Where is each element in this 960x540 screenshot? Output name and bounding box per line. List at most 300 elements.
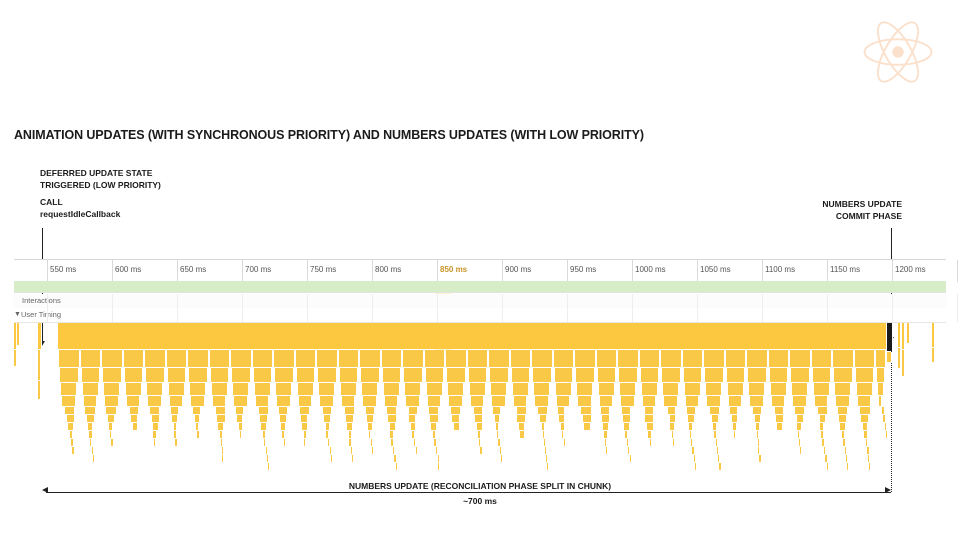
flame-bar[interactable]	[131, 415, 138, 422]
flame-bar[interactable]	[575, 350, 596, 367]
flame-bar[interactable]	[661, 350, 682, 367]
flame-bar[interactable]	[88, 423, 94, 430]
flame-bar[interactable]	[704, 350, 725, 367]
flame-bar[interactable]	[231, 350, 252, 367]
flame-bar[interactable]	[732, 415, 738, 422]
flame-bar[interactable]	[703, 323, 726, 349]
flame-bar[interactable]	[409, 407, 418, 414]
flame-bar[interactable]	[845, 447, 847, 454]
flame-bar[interactable]	[795, 407, 805, 414]
flame-bar[interactable]	[428, 396, 442, 406]
flame-bar[interactable]	[687, 407, 696, 414]
flame-bar[interactable]	[296, 350, 317, 367]
flame-bar[interactable]	[188, 350, 209, 367]
flame-bar[interactable]	[104, 383, 120, 395]
flame-bar[interactable]	[168, 368, 187, 382]
flame-bar[interactable]	[211, 368, 230, 382]
flame-bar[interactable]	[599, 383, 615, 395]
flame-bar[interactable]	[622, 407, 631, 414]
flame-bar[interactable]	[362, 383, 378, 395]
flame-bar[interactable]	[372, 447, 374, 454]
flame-bar[interactable]	[396, 463, 398, 470]
flame-bar[interactable]	[284, 439, 286, 446]
flame-bar[interactable]	[82, 368, 101, 382]
flame-bar[interactable]	[260, 415, 268, 422]
flame-bar[interactable]	[133, 423, 138, 430]
flame-bar[interactable]	[727, 368, 746, 382]
flame-bar[interactable]	[38, 323, 42, 349]
flame-bar[interactable]	[682, 323, 705, 349]
flame-bar[interactable]	[716, 439, 718, 446]
flame-bar[interactable]	[495, 415, 501, 422]
flame-bar[interactable]	[932, 323, 935, 347]
flame-bar[interactable]	[342, 396, 356, 406]
flame-bar[interactable]	[110, 431, 113, 438]
flame-bar[interactable]	[825, 455, 827, 462]
flame-bar[interactable]	[747, 350, 768, 367]
flame-bar[interactable]	[280, 415, 287, 422]
flame-bar[interactable]	[390, 423, 396, 430]
flame-bar[interactable]	[519, 423, 526, 430]
flame-bar[interactable]	[902, 323, 905, 349]
flame-bar[interactable]	[152, 415, 160, 422]
flame-bar[interactable]	[620, 383, 636, 395]
flame-bar[interactable]	[261, 423, 266, 430]
timeline-ruler[interactable]	[14, 259, 946, 283]
flame-bar[interactable]	[517, 407, 527, 414]
flame-bar[interactable]	[642, 383, 658, 395]
flame-bar[interactable]	[338, 323, 361, 349]
flame-bar[interactable]	[346, 415, 354, 422]
flame-bar[interactable]	[237, 415, 243, 422]
flame-bar[interactable]	[867, 447, 869, 454]
flame-bar[interactable]	[833, 350, 854, 367]
flame-bar[interactable]	[191, 396, 205, 406]
flame-bar[interactable]	[749, 383, 765, 395]
flame-bar[interactable]	[425, 350, 446, 367]
flame-bar[interactable]	[403, 350, 424, 367]
flame-bar[interactable]	[858, 396, 872, 406]
flame-bar[interactable]	[866, 439, 868, 446]
flame-bar[interactable]	[218, 423, 224, 430]
flame-bar[interactable]	[869, 463, 871, 470]
flame-bar[interactable]	[775, 407, 784, 414]
flame-bar[interactable]	[153, 431, 157, 438]
flame-bar[interactable]	[477, 423, 483, 430]
flame-bar[interactable]	[127, 396, 141, 406]
flame-bar[interactable]	[366, 407, 375, 414]
flame-bar[interactable]	[340, 368, 359, 382]
track-user-timing[interactable]	[14, 308, 946, 323]
flame-bar[interactable]	[359, 323, 382, 349]
flame-bar[interactable]	[274, 350, 295, 367]
flame-bar[interactable]	[424, 323, 447, 349]
flame-bar[interactable]	[83, 383, 99, 395]
flame-bar[interactable]	[861, 415, 869, 422]
flame-bar[interactable]	[883, 415, 885, 422]
flame-bar[interactable]	[253, 350, 274, 367]
flame-bar[interactable]	[85, 407, 96, 414]
flame-bar[interactable]	[144, 323, 167, 349]
flame-bar[interactable]	[574, 323, 597, 349]
flame-bar[interactable]	[279, 407, 288, 414]
flame-bar[interactable]	[501, 455, 503, 462]
flame-bar[interactable]	[124, 350, 145, 367]
flame-bar[interactable]	[617, 323, 640, 349]
flame-bar[interactable]	[368, 423, 373, 430]
flame-bar[interactable]	[426, 368, 445, 382]
flame-bar[interactable]	[821, 431, 823, 438]
flame-bar[interactable]	[61, 383, 77, 395]
flame-bar[interactable]	[756, 423, 760, 430]
flame-bar[interactable]	[683, 350, 704, 367]
flame-bar[interactable]	[630, 455, 632, 462]
flame-bar[interactable]	[452, 415, 459, 422]
flame-bar[interactable]	[14, 350, 17, 366]
flame-bar[interactable]	[556, 383, 572, 395]
flame-bar[interactable]	[277, 396, 291, 406]
flame-bar[interactable]	[84, 396, 98, 406]
flame-bar[interactable]	[154, 439, 156, 446]
flame-bar[interactable]	[640, 350, 661, 367]
flame-bar[interactable]	[619, 368, 638, 382]
flame-bar[interactable]	[369, 431, 371, 438]
flame-bar[interactable]	[189, 368, 208, 382]
flame-bar[interactable]	[535, 396, 549, 406]
flame-bar[interactable]	[489, 350, 510, 367]
flame-bar[interactable]	[405, 383, 421, 395]
flame-bar[interactable]	[273, 323, 296, 349]
flame-bar[interactable]	[126, 383, 142, 395]
flame-bar[interactable]	[664, 396, 678, 406]
flame-bar[interactable]	[643, 396, 657, 406]
flame-bar[interactable]	[690, 431, 692, 438]
flame-bar[interactable]	[167, 350, 188, 367]
flame-bar[interactable]	[898, 348, 901, 368]
flame-bar[interactable]	[772, 396, 786, 406]
flame-bar[interactable]	[533, 368, 552, 382]
flame-bar[interactable]	[326, 423, 330, 430]
flame-bar[interactable]	[474, 407, 484, 414]
flame-bar[interactable]	[320, 396, 334, 406]
flame-bar[interactable]	[197, 431, 199, 438]
flame-bar[interactable]	[564, 439, 566, 446]
flame-bar[interactable]	[222, 447, 224, 454]
flame-bar[interactable]	[72, 447, 74, 454]
flame-bar[interactable]	[479, 439, 481, 446]
flame-bar[interactable]	[882, 407, 885, 414]
flame-bar[interactable]	[684, 368, 703, 382]
flame-bar[interactable]	[755, 415, 761, 422]
flame-bar[interactable]	[216, 407, 226, 414]
flame-bar[interactable]	[221, 439, 223, 446]
flame-bar[interactable]	[256, 396, 270, 406]
flame-bar[interactable]	[598, 368, 617, 382]
flame-bar[interactable]	[673, 439, 675, 446]
flame-bar[interactable]	[753, 407, 762, 414]
flame-bar[interactable]	[411, 423, 416, 430]
flame-bar[interactable]	[757, 431, 759, 438]
flame-bar[interactable]	[171, 407, 179, 414]
flame-bar[interactable]	[339, 350, 360, 367]
flame-bar[interactable]	[824, 447, 826, 454]
flame-bar[interactable]	[301, 415, 308, 422]
flame-bar[interactable]	[639, 323, 662, 349]
flame-bar[interactable]	[448, 383, 464, 395]
flame-bar[interactable]	[281, 423, 286, 430]
flame-bar[interactable]	[672, 431, 674, 438]
flame-bar[interactable]	[769, 350, 790, 367]
flame-bar[interactable]	[170, 396, 184, 406]
flame-bar[interactable]	[81, 350, 102, 367]
flame-bar[interactable]	[836, 396, 850, 406]
flame-bar[interactable]	[534, 383, 550, 395]
flame-bar[interactable]	[147, 383, 163, 395]
flame-bar[interactable]	[324, 415, 331, 422]
flame-bar[interactable]	[387, 407, 397, 414]
flame-bar[interactable]	[728, 383, 744, 395]
flame-bar[interactable]	[491, 383, 507, 395]
flame-bar[interactable]	[409, 415, 415, 422]
flame-bar[interactable]	[451, 407, 461, 414]
flame-bar[interactable]	[879, 396, 882, 406]
flame-bar[interactable]	[488, 323, 511, 349]
flame-bar[interactable]	[434, 439, 436, 446]
flame-bar[interactable]	[317, 350, 338, 367]
flame-bar[interactable]	[718, 455, 720, 462]
flame-bar[interactable]	[776, 415, 784, 422]
flame-bar[interactable]	[264, 439, 266, 446]
flame-bar[interactable]	[125, 368, 144, 382]
flame-bar[interactable]	[798, 431, 800, 438]
flame-bar[interactable]	[146, 368, 165, 382]
flame-bar[interactable]	[93, 455, 95, 462]
flame-bar[interactable]	[217, 415, 225, 422]
flame-bar[interactable]	[475, 415, 483, 422]
flame-bar[interactable]	[195, 415, 200, 422]
flame-bar[interactable]	[478, 431, 481, 438]
flame-bar[interactable]	[500, 447, 502, 454]
flame-bar[interactable]	[576, 368, 595, 382]
flame-bar[interactable]	[542, 423, 546, 430]
flame-bar[interactable]	[275, 368, 294, 382]
flame-bar[interactable]	[538, 407, 547, 414]
flame-bar[interactable]	[412, 431, 415, 438]
flame-bar[interactable]	[887, 352, 892, 362]
flame-bar[interactable]	[255, 383, 271, 395]
flame-bar[interactable]	[381, 323, 404, 349]
flame-bar[interactable]	[213, 396, 227, 406]
flame-bar[interactable]	[90, 439, 92, 446]
flame-bar[interactable]	[268, 463, 270, 470]
flame-bar[interactable]	[694, 455, 696, 462]
flame-bar[interactable]	[169, 383, 185, 395]
flame-bar[interactable]	[445, 323, 468, 349]
flame-bar[interactable]	[150, 407, 160, 414]
flame-bar[interactable]	[187, 323, 210, 349]
flame-bar[interactable]	[839, 415, 848, 422]
flame-bar[interactable]	[212, 383, 228, 395]
flame-bar[interactable]	[577, 383, 593, 395]
flame-bar[interactable]	[363, 396, 377, 406]
flame-chart[interactable]	[14, 323, 946, 463]
flame-bar[interactable]	[558, 407, 566, 414]
flame-bar[interactable]	[328, 439, 330, 446]
flame-bar[interactable]	[840, 423, 846, 430]
flame-bar[interactable]	[123, 323, 146, 349]
flame-bar[interactable]	[153, 423, 159, 430]
flame-bar[interactable]	[514, 396, 528, 406]
flame-bar[interactable]	[777, 423, 783, 430]
flame-bar[interactable]	[758, 439, 760, 446]
flame-bar[interactable]	[454, 423, 459, 430]
flame-bar[interactable]	[68, 423, 74, 430]
flame-bar[interactable]	[267, 455, 269, 462]
flame-bar[interactable]	[759, 455, 761, 462]
flame-bar[interactable]	[175, 439, 177, 446]
flame-bar[interactable]	[447, 368, 466, 382]
flame-bar[interactable]	[712, 415, 718, 422]
flame-bar[interactable]	[670, 415, 676, 422]
flame-bar[interactable]	[349, 431, 352, 438]
flame-bar[interactable]	[886, 431, 888, 438]
flame-bar[interactable]	[748, 368, 767, 382]
flame-bar[interactable]	[60, 368, 79, 382]
flame-bar[interactable]	[860, 407, 871, 414]
flame-bar[interactable]	[469, 368, 488, 382]
flame-bar[interactable]	[109, 423, 114, 430]
flame-bar[interactable]	[510, 323, 533, 349]
flame-bar[interactable]	[470, 383, 486, 395]
flame-bar[interactable]	[790, 350, 811, 367]
flame-bar[interactable]	[578, 396, 592, 406]
flame-bar[interactable]	[108, 415, 115, 422]
flame-bar[interactable]	[438, 463, 440, 470]
flame-bar[interactable]	[561, 423, 565, 430]
flame-bar[interactable]	[625, 431, 628, 438]
flame-bar[interactable]	[330, 447, 332, 454]
flame-bar[interactable]	[62, 396, 76, 406]
flame-bar[interactable]	[512, 368, 531, 382]
flame-bar[interactable]	[468, 350, 489, 367]
flame-bar[interactable]	[730, 407, 738, 414]
flame-bar[interactable]	[714, 431, 716, 438]
flame-bar[interactable]	[103, 368, 122, 382]
flame-bar[interactable]	[92, 447, 94, 454]
track-interactions[interactable]	[14, 294, 946, 309]
flame-bar[interactable]	[210, 350, 231, 367]
flame-bar[interactable]	[520, 431, 525, 438]
flame-bar[interactable]	[87, 415, 95, 422]
flame-bar[interactable]	[498, 439, 500, 446]
flame-bar[interactable]	[331, 455, 333, 462]
flame-bar[interactable]	[58, 323, 81, 349]
flame-bar[interactable]	[130, 407, 139, 414]
flame-bar[interactable]	[846, 455, 848, 462]
flame-bar[interactable]	[641, 368, 660, 382]
flame-bar[interactable]	[531, 323, 554, 349]
flame-bar[interactable]	[371, 439, 373, 446]
flame-bar[interactable]	[323, 407, 332, 414]
flame-bar[interactable]	[545, 447, 547, 454]
chevron-down-icon[interactable]: ▼	[14, 311, 21, 318]
flame-bar[interactable]	[404, 368, 423, 382]
flame-bar[interactable]	[555, 368, 574, 382]
flame-bar[interactable]	[705, 368, 724, 382]
flame-bar[interactable]	[797, 415, 804, 422]
flame-bar[interactable]	[102, 350, 123, 367]
flame-bar[interactable]	[233, 383, 249, 395]
flame-bar[interactable]	[302, 423, 307, 430]
flame-bar[interactable]	[391, 439, 393, 446]
flame-bar[interactable]	[855, 350, 876, 367]
flame-bar[interactable]	[770, 368, 789, 382]
flame-bar[interactable]	[166, 323, 189, 349]
flame-bar[interactable]	[254, 368, 273, 382]
flame-bar[interactable]	[429, 407, 440, 414]
flame-bar[interactable]	[692, 447, 694, 454]
flame-bar[interactable]	[239, 423, 244, 430]
flame-bar[interactable]	[645, 415, 653, 422]
flame-bar[interactable]	[259, 407, 268, 414]
flame-bar[interactable]	[276, 383, 292, 395]
flame-bar[interactable]	[101, 323, 124, 349]
flame-bar[interactable]	[406, 396, 420, 406]
flame-bar[interactable]	[222, 455, 224, 462]
flame-bar[interactable]	[746, 323, 769, 349]
flame-bar[interactable]	[710, 407, 719, 414]
flame-bar[interactable]	[695, 463, 697, 470]
flame-bar[interactable]	[847, 463, 849, 470]
flame-bar[interactable]	[583, 415, 592, 422]
flame-bar[interactable]	[230, 323, 253, 349]
flame-bar[interactable]	[623, 415, 630, 422]
flame-bar[interactable]	[768, 323, 791, 349]
flame-bar[interactable]	[887, 323, 893, 351]
flame-bar[interactable]	[713, 423, 717, 430]
flame-bar[interactable]	[540, 415, 547, 422]
flame-bar[interactable]	[868, 455, 870, 462]
flame-bar[interactable]	[59, 350, 80, 367]
flame-bar[interactable]	[628, 447, 630, 454]
flame-bar[interactable]	[835, 383, 851, 395]
flame-bar[interactable]	[663, 383, 679, 395]
flame-bar[interactable]	[416, 447, 418, 454]
flame-bar[interactable]	[799, 439, 801, 446]
flame-bar[interactable]	[490, 368, 509, 382]
flame-bar[interactable]	[559, 415, 565, 422]
flame-bar[interactable]	[351, 447, 353, 454]
flame-bar[interactable]	[832, 323, 855, 349]
flame-bar[interactable]	[907, 323, 910, 343]
flame-bar[interactable]	[854, 323, 877, 349]
flame-bar[interactable]	[511, 350, 532, 367]
flame-bar[interactable]	[876, 350, 886, 367]
flame-bar[interactable]	[878, 383, 884, 395]
flame-bar[interactable]	[209, 323, 232, 349]
flame-bar[interactable]	[627, 439, 629, 446]
flame-bar[interactable]	[492, 396, 506, 406]
flame-bar[interactable]	[232, 368, 251, 382]
flame-bar[interactable]	[604, 431, 608, 438]
flame-bar[interactable]	[345, 407, 355, 414]
flame-bar[interactable]	[65, 407, 75, 414]
flame-bar[interactable]	[304, 431, 307, 438]
flame-bar[interactable]	[618, 350, 639, 367]
flame-bar[interactable]	[383, 368, 402, 382]
flame-bar[interactable]	[553, 323, 576, 349]
flame-bar[interactable]	[662, 368, 681, 382]
